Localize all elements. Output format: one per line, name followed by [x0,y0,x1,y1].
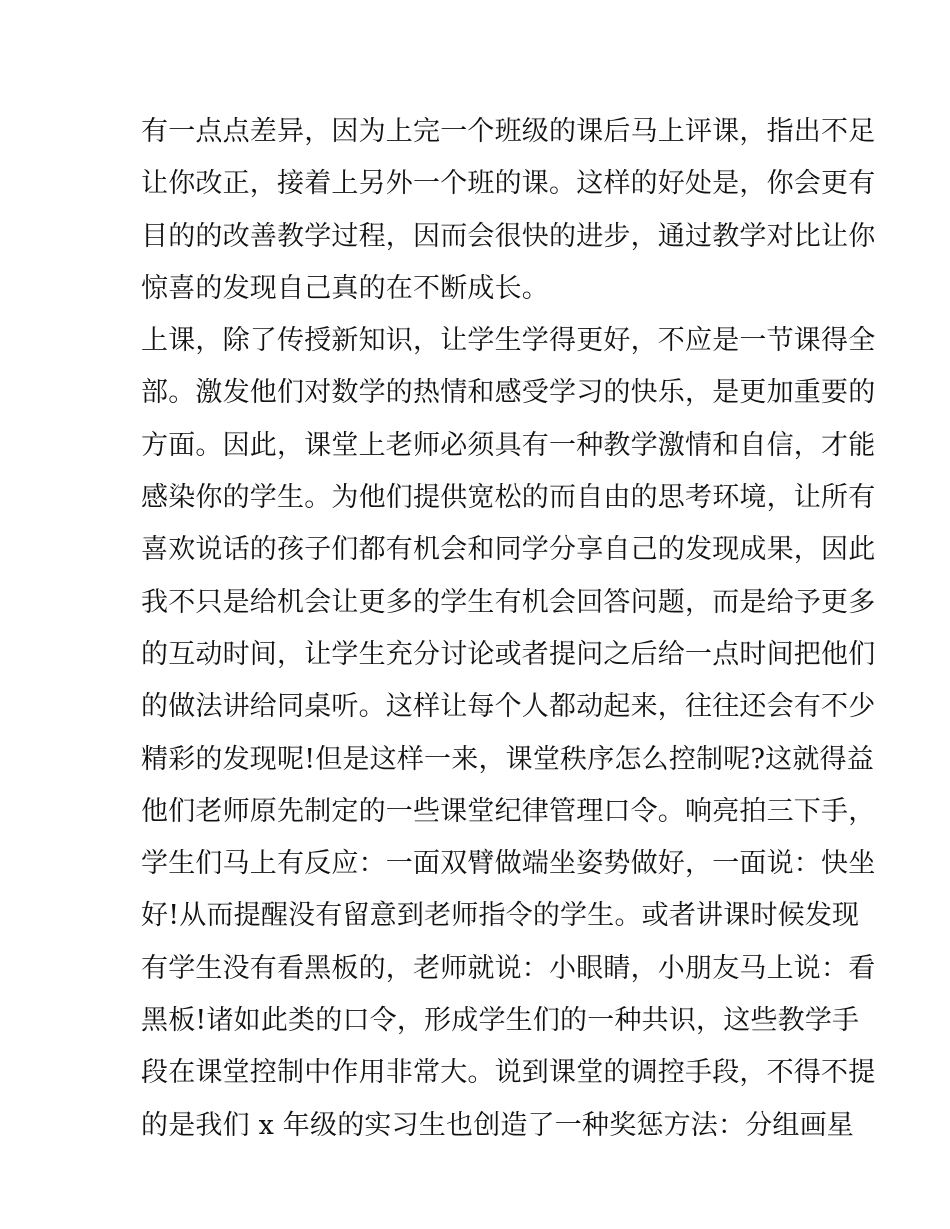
text-line: 感染你的学生。为他们提供宽松的而自由的思考环境，让所有 [141,482,876,514]
text-line: 有一点点差异，因为上完一个班级的课后马上评课，指出不足 [141,116,876,147]
text-line: 段在课堂控制中作用非常大。说到课堂的调控手段，不得不提 [141,1057,876,1089]
text-line: 的互动时间，让学生充分讨论或者提问之后给一点时间把他们 [141,638,876,670]
text-line: 学生们马上有反应：一面双臂做端坐姿势做好，一面说：快坐 [141,848,876,880]
text-line: 他们老师原先制定的一些课堂纪律管理口令。响亮拍三下手， [141,795,876,827]
text-line: 目的的改善教学过程，因而会很快的进步，通过教学对比让你 [141,220,876,252]
text-line: 黑板!诸如此类的口令，形成学生们的一种共识，这些教学手 [141,1005,860,1037]
text-line: 上课，除了传授新知识，让学生学得更好，不应是一节课得全 [141,325,876,357]
text-line: 好!从而提醒没有留意到老师指令的学生。或者讲课时候发现 [141,900,860,932]
text-line: 让你改正，接着上另外一个班的课。这样的好处是，你会更有 [141,168,876,200]
text-line: 部。激发他们对数学的热情和感受学习的快乐，是更加重要的 [141,377,876,409]
text-line: 我不只是给机会让更多的学生有机会回答问题，而是给予更多 [141,586,876,618]
text-line: 喜欢说话的孩子们都有机会和同学分享自己的发现成果，因此 [141,534,876,566]
text-line: 方面。因此，课堂上老师必须具有一种教学激情和自信，才能 [141,429,876,461]
text-line: 的做法讲给同桌听。这样让每个人都动起来，往往还会有不少 [141,691,876,723]
text-line: 惊喜的发现自己真的在不断成长。 [141,272,549,304]
text-line: 有学生没有看黑板的，老师就说：小眼睛，小朋友马上说：看 [141,952,876,984]
text-line: 的是我们 x 年级的实习生也创造了一种奖惩方法：分组画星 [141,1109,854,1141]
text-line: 精彩的发现呢!但是这样一来，课堂秩序怎么控制呢?这就得益 [141,743,874,775]
body-text [141,106,876,1152]
